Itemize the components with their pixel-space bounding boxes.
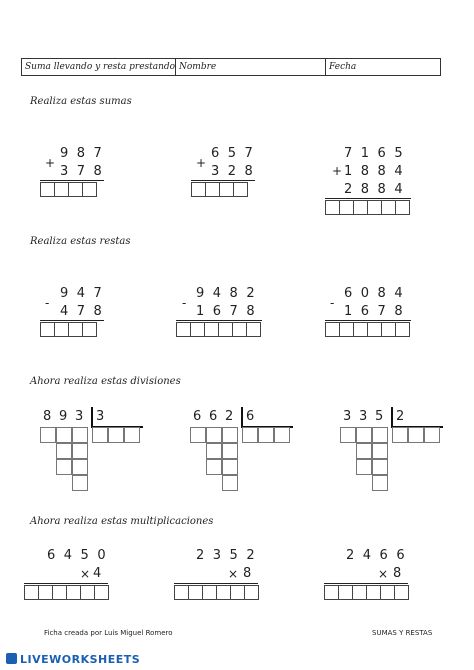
division3-bracket-vertical (391, 407, 393, 427)
sum2-operator: + (196, 156, 207, 170)
division3-work-box[interactable] (372, 427, 388, 443)
division1-work-box[interactable] (56, 459, 72, 475)
sum1-operand-b: 378 (60, 164, 111, 179)
mul2-operand-a: 2352 (196, 548, 264, 563)
division2-quotient-box[interactable] (242, 427, 258, 443)
sub2-operand-a: 9482 (196, 286, 264, 301)
mul3-operand-a: 2466 (346, 548, 414, 563)
division3-work-box[interactable] (340, 427, 356, 443)
division3-quotient-box[interactable] (392, 427, 408, 443)
sub2-operand-b: 1678 (196, 304, 264, 319)
sum3-operator: + (332, 164, 343, 178)
division2-dividend-digit: 6 (193, 409, 202, 424)
division1-work-box[interactable] (72, 443, 88, 459)
mul2-operator: × (228, 567, 239, 581)
division1-dividend-digit: 3 (75, 409, 84, 424)
mul1-operator: × (80, 567, 91, 581)
division2-divisor: 6 (246, 409, 255, 424)
sub3-operator: - (330, 296, 335, 310)
division1-quotient-box[interactable] (108, 427, 124, 443)
sub2-result-line (176, 320, 262, 321)
division2-dividend-digit: 6 (209, 409, 218, 424)
division3-dividend-digit: 5 (375, 409, 384, 424)
mul2-answer-boxes[interactable] (174, 585, 258, 600)
mul1-operand-a: 6450 (47, 548, 115, 563)
division3-work-box[interactable] (356, 443, 372, 459)
sum3-operand-c: 2884 (344, 182, 412, 197)
sum3-operand-b: 1884 (344, 164, 412, 179)
section-title-subtractions: Realiza estas restas (30, 236, 131, 247)
division2-work-box[interactable] (222, 475, 238, 491)
name-field[interactable]: Nombre (176, 59, 326, 75)
division2-work-box[interactable] (222, 427, 238, 443)
sum3-operand-a: 7165 (344, 146, 412, 161)
division1-dividend-digit: 8 (43, 409, 52, 424)
sum1-result-line (40, 180, 104, 181)
division3-quotient-box[interactable] (408, 427, 424, 443)
mul2-result-line (174, 583, 258, 584)
section-title-multiplications: Ahora realiza estas multiplicaciones (30, 516, 214, 527)
sum1-operator: + (45, 156, 56, 170)
mul1-result-line (24, 583, 108, 584)
sum1-operand-a: 987 (60, 146, 111, 161)
division2-work-box[interactable] (206, 427, 222, 443)
division3-work-box[interactable] (356, 427, 372, 443)
sum1-answer-boxes[interactable] (40, 182, 96, 197)
division1-dividend-digit: 9 (59, 409, 68, 424)
division3-work-box[interactable] (372, 443, 388, 459)
sub1-operator: - (45, 296, 50, 310)
sum2-result-line (191, 180, 255, 181)
division1-work-box[interactable] (40, 427, 56, 443)
division1-bracket-vertical (91, 407, 93, 427)
division1-work-box[interactable] (56, 427, 72, 443)
sum3-result-line (325, 198, 411, 199)
date-field[interactable]: Fecha (329, 62, 357, 72)
sub3-operand-a: 6084 (344, 286, 412, 301)
division1-work-box[interactable] (72, 459, 88, 475)
mul3-answer-boxes[interactable] (324, 585, 408, 600)
division2-work-box[interactable] (190, 427, 206, 443)
division3-work-box[interactable] (372, 475, 388, 491)
section-title-divisions: Ahora realiza estas divisiones (30, 376, 181, 387)
division3-divisor: 2 (396, 409, 405, 424)
footer-credit: Ficha creada por Luis Miguel Romero (44, 629, 173, 637)
sub3-answer-boxes[interactable] (325, 322, 409, 337)
liveworksheets-logo-icon (6, 653, 17, 664)
mul1-answer-boxes[interactable] (24, 585, 108, 600)
division1-work-box[interactable] (72, 427, 88, 443)
sub2-answer-boxes[interactable] (176, 322, 260, 337)
division3-dividend-digit: 3 (359, 409, 368, 424)
sub1-operand-b: 478 (60, 304, 111, 319)
sum3-answer-boxes[interactable] (325, 200, 409, 215)
division2-bracket-vertical (241, 407, 243, 427)
division2-work-box[interactable] (206, 459, 222, 475)
division3-work-box[interactable] (372, 459, 388, 475)
division2-work-box[interactable] (222, 443, 238, 459)
header-table (21, 58, 441, 76)
division1-quotient-box[interactable] (92, 427, 108, 443)
mul2-operand-b: 8 (243, 566, 260, 581)
section-title-sums: Realiza estas sumas (30, 96, 132, 107)
division1-divisor: 3 (96, 409, 105, 424)
division1-work-box[interactable] (72, 475, 88, 491)
division3-work-box[interactable] (356, 459, 372, 475)
sub2-operator: - (182, 296, 187, 310)
brand-name: LIVEWORKSHEETS (20, 653, 141, 666)
division2-work-box[interactable] (222, 459, 238, 475)
division1-quotient-box[interactable] (124, 427, 140, 443)
sum2-operand-a: 657 (211, 146, 262, 161)
sub1-answer-boxes[interactable] (40, 322, 96, 337)
sub1-operand-a: 947 (60, 286, 111, 301)
mul3-operator: × (378, 567, 389, 581)
division2-quotient-box[interactable] (274, 427, 290, 443)
mul3-operand-b: 8 (393, 566, 410, 581)
mul3-result-line (324, 583, 408, 584)
division2-work-box[interactable] (206, 443, 222, 459)
sum2-operand-b: 328 (211, 164, 262, 179)
division2-dividend-digit: 2 (225, 409, 234, 424)
division1-work-box[interactable] (56, 443, 72, 459)
mul1-operand-b: 4 (93, 566, 110, 581)
division3-quotient-box[interactable] (424, 427, 440, 443)
footer-topic: SUMAS Y RESTAS (372, 629, 433, 637)
sum2-answer-boxes[interactable] (191, 182, 247, 197)
sub1-result-line (40, 320, 104, 321)
division3-dividend-digit: 3 (343, 409, 352, 424)
division2-quotient-box[interactable] (258, 427, 274, 443)
sub3-operand-b: 1678 (344, 304, 412, 319)
title-cell: Suma llevando y resta prestando (22, 59, 176, 75)
sub3-result-line (325, 320, 411, 321)
brand-logo[interactable] (6, 653, 140, 666)
